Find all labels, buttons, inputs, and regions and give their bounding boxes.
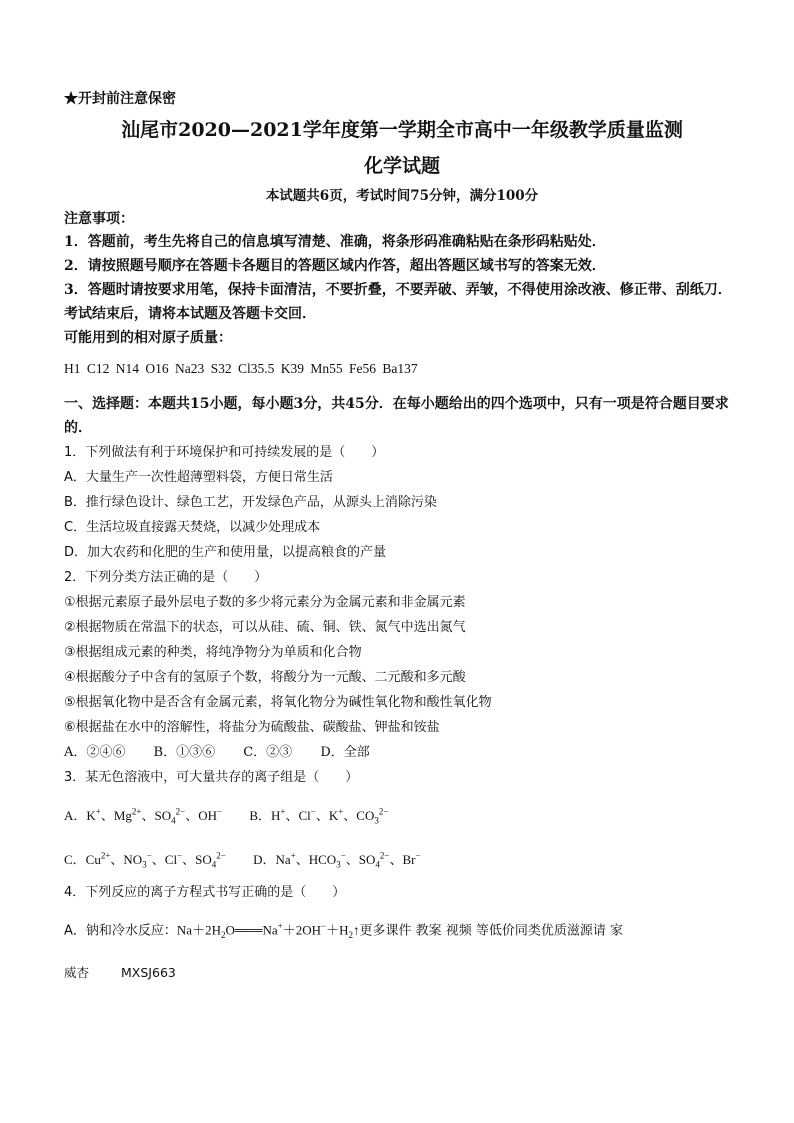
- question-3-options-ab: [64, 790, 740, 834]
- question-4-option-a: A．钠和冷水反应：$Na+2H_2O═══Na^++2OH^-+H_2↑$更多课件 教案 视频 等低价同类优质滋源请 家: [64, 921, 623, 940]
- note-item-3: 3．答题时请按要求用笔，保持卡面清洁，不要折叠，不要弄破、弄皱，不得使用涂改液、修正带、刮纸刀．考试结束后，请将本试题及答题卡交回．: [64, 282, 732, 322]
- question-4-stem: 4．下列反应的离子方程式书写正确的是（ ）: [64, 885, 346, 900]
- question-2-option-c: C．②③: [243, 745, 293, 760]
- footer: [64, 958, 740, 988]
- question-3-options-cd: [64, 834, 740, 878]
- question-3-option-b: B．H+、Cl−、K+、$CO_3^{2-}$: [249, 807, 389, 826]
- question-2-option-a: A．②④⑥: [64, 745, 126, 760]
- question-3-option-c: C．$Cu^{2+}$、$NO_3^-$、Cl−、$SO_4^{2-}$: [64, 851, 226, 870]
- question-2-option-b: B．①③⑥: [153, 745, 216, 760]
- question-2-statement-5: ⑤根据氧化物中是否含有金属元素，将氧化物分为碱性氧化物和酸性氧化物: [64, 695, 492, 710]
- question-2-statement-1: ①根据元素原子最外层电子数的多少将元素分为金属元素和非金属元素: [64, 595, 466, 610]
- question-2-statement-6: ⑥根据盐在水中的溶解性，将盐分为硫酸盐、碳酸盐、钾盐和铵盐: [64, 720, 440, 735]
- question-2-statement-3: ③根据组成元素的种类，将纯净物分为单质和化合物: [64, 645, 362, 660]
- question-1-option-c: C．生活垃圾直接露天焚烧，以减少处理成本: [64, 520, 321, 535]
- exam-title: 汕尾市2020—2021学年度第一学期全市高中一年级教学质量监测: [121, 119, 683, 141]
- question-2-stem: 2．下列分类方法正确的是（ ）: [64, 570, 268, 585]
- section-heading: 一、选择题：本题共15小题，每小题3分，共45分．在每小题给出的四个选项中，只有一项是符合题目要求的．: [64, 396, 729, 436]
- question-1-option-d: D．加大农药和化肥的生产和使用量，以提高粮食的产量: [64, 545, 387, 560]
- note-item-1: 1．答题前，考生先将自己的信息填写清楚、准确，将条形码准确粘贴在条形码粘贴处．: [64, 234, 606, 250]
- footer-text-2: MXSJ663: [121, 965, 176, 980]
- question-1-stem: 1．下列做法有利于环境保护和可持续发展的是（ ）: [64, 445, 385, 460]
- question-2-statement-4: ④根据酸分子中含有的氢原子个数，将酸分为一元酸、二元酸和多元酸: [64, 670, 466, 685]
- masses-heading: 可能用到的相对原子质量：: [64, 330, 232, 346]
- notes-heading: 注意事项：: [64, 211, 134, 227]
- exam-info: 本试题共6页，考试时间75分钟，满分100分: [265, 188, 539, 204]
- question-1-option-a: A．大量生产一次性超薄塑料袋，方便日常生活: [64, 470, 333, 485]
- exam-subtitle: 化学试题: [363, 155, 440, 177]
- atomic-masses: H1 C12 N14 O16 Na23 S32 Cl35.5 K39 Mn55 Fe56 Ba137: [64, 361, 418, 376]
- question-3-stem: 3．某无色溶液中，可大量共存的离子组是（ ）: [64, 770, 359, 785]
- footer-text-1: 威杏: [64, 965, 90, 980]
- confidential-notice: ★开封前注意保密: [64, 91, 176, 107]
- question-2-options: [64, 740, 740, 765]
- question-2-statement-2: ②根据物质在常温下的状态，可以从硅、硫、铜、铁、氮气中选出氮气: [64, 620, 466, 635]
- question-1-option-b: B．推行绿色设计、绿色工艺，开发绿色产品，从源头上消除污染: [64, 495, 437, 510]
- exam-page: [64, 88, 740, 988]
- question-3-option-d: D．Na+、$HCO_3^-$、$SO_4^{2-}$、Br−: [253, 851, 421, 870]
- question-2-option-d: D．全部: [320, 745, 370, 760]
- question-3-option-a: A．K+、$Mg^{2+}$、$SO_4^{2-}$、OH−: [64, 807, 223, 826]
- note-item-2: 2．请按照题号顺序在答题卡各题目的答题区域内作答，超出答题区域书写的答案无效．: [64, 258, 606, 274]
- watermark-text: 更多课件 教案 视频 等低价同类优质滋源请 家: [359, 923, 623, 939]
